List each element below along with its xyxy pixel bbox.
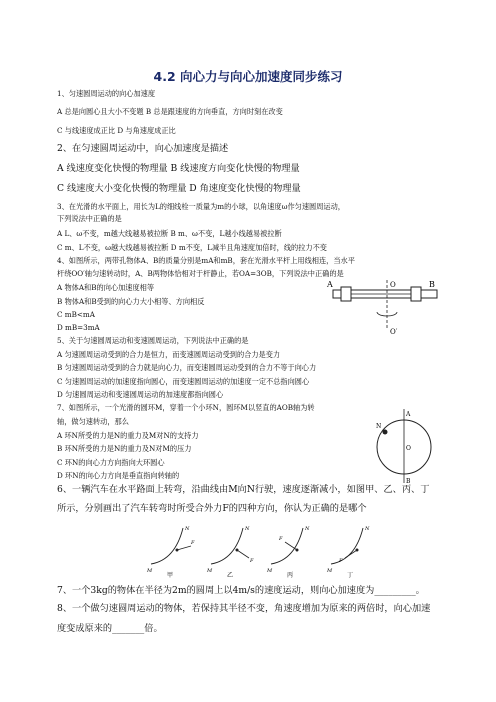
svg-text:F: F [279,536,283,542]
q4-stem-cont: 杆绕OO′轴匀速转动时，A、B两物体恰相对于杆静止，若OA=3OB，下列说法中正确的是 [57,269,344,278]
q5-option-a: A 匀速圆周运动受到的合力是恒力，而变速圆周运动受到的合力是变力 [57,350,281,359]
q3-options-cd: C m、L不变，ω越大线越易被拉断 D m不变，L减半且角速度加倍时，线的拉力不变 [57,243,327,252]
svg-text:M: M [207,568,213,574]
q7a-stem: 7、如图所示，一个光滑的圆环M，穿着一个小环N，圆环M以竖直的AOB轴为转 [57,403,315,412]
q6-stem-cont: 所示，分别画出了汽车转弯时所受合外力F的四种方向，你认为正确的是哪个 [57,503,367,514]
q2-options-ab: A 线速度变化快慢的物理量 B 线速度方向变化快慢的物理量 [57,163,300,174]
q7a-option-a: A 环N所受的力是N的重力及M对N的支持力 [57,431,199,440]
q7a-option-b: B 环N所受的力是N的重力及N对M的压力 [57,444,192,453]
svg-text:N: N [305,526,310,532]
q5-option-c: C 匀速圆周运动的加速度指向圆心，而变速圆周运动的加速度一定不总指向圆心 [57,377,310,386]
diagram-ding [326,526,370,578]
q4-option-b: B 物体A和B受到的向心力大小相等、方向相反 [57,297,205,306]
q8-stem-cont: 度变成原来的_______倍。 [57,623,163,634]
block-b [411,287,421,301]
caption-yi: 乙 [227,572,234,578]
q4-option-a: A 物体A和B的向心加速度相等 [57,283,155,292]
q2-options-cd: C 线速度大小变化快慢的物理量 D 角速度变化快慢的物理量 [57,183,301,194]
rod-axis-figure [325,278,445,338]
q5-option-d: D 匀速圆周运动和变速圆周运动的加速度都指向圆心 [57,390,224,399]
q5-stem: 5、关于匀速圆周运动和变速圆周运动，下列说法中正确的是 [57,336,249,345]
q3-options-ab: A L、ω不变，m越大线越易被拉断 B m、ω不变，L越小线越易被拉断 [57,229,282,238]
label-a: A [327,280,333,289]
caption-jia: 甲 [167,572,174,578]
svg-text:M: M [147,568,153,574]
q7b-stem: 7、一个3kg的物体在半径为2m的圆周上以4m/s的速度运动，则向心加速度为_________。 [57,585,425,596]
car-turn-figure [145,520,375,578]
q1-options-cd: C 与线速度成正比 D 与角速度成正比 [57,126,176,135]
label-axis-b: B [406,478,411,485]
q4-option-d: D mB=3mA [57,323,100,332]
q5-option-b: B 匀速圆周运动受到的合力就是向心力，而变速圆周运动受到的合力不等于向心力 [57,363,317,372]
svg-text:F: F [339,558,343,564]
small-ring-n [383,430,388,435]
label-center-o: O [406,445,411,452]
svg-text:N: N [245,526,250,532]
caption-bing: 丙 [287,572,294,578]
q1-stem: 1、匀速圆周运动的向心加速度 [57,89,156,98]
q7a-stem-cont: 轴，做匀速转动，那么 [57,417,129,426]
svg-text:M: M [327,568,333,574]
q2-stem: 2、在匀速圆周运动中，向心加速度是描述 [57,143,229,154]
svg-text:F: F [191,540,195,546]
q7a-option-d: D 环N的向心力方向是垂直指向转轴的 [57,471,180,480]
ring-figure [372,405,436,487]
q1-options-ab: A 总是向圆心且大小不变题 B 总是跟速度的方向垂直，方向时刻在改变 [57,107,283,116]
diagram-yi [206,526,254,578]
q3-stem: 3、在光滑的水平面上，用长为L的细线栓一质量为m的小球，以角速度ω作匀速圆周运动， [57,202,345,211]
q4-stem: 4、如图所示，两带孔物体A、B的质量分别是mA和mB，套在光滑水平杆上用线相连，当水平 [57,256,355,265]
diagram-jia [146,526,195,578]
svg-text:N: N [365,526,370,532]
q8-stem: 8、一个做匀速圆周运动的物体，若保持其半径不变，角速度增加为原来的两倍时，向心加速 [57,603,431,614]
q4-option-c: C mB<mA [57,310,95,319]
svg-text:F: F [250,558,254,564]
caption-ding: 丁 [347,572,354,578]
page-title: 4.2 向心力与向心加速度同步练习 [153,69,343,84]
label-b: B [429,280,435,289]
q6-stem: 6、一辆汽车在水平路面上转弯，沿曲线由M向N行驶，速度逐渐减小，如图甲、乙、丙、丁 [57,484,430,495]
q3-stem-cont: 下列说法中正确的是 [57,214,122,223]
diagram-bing [266,526,310,578]
label-axis-a: A [406,411,411,418]
svg-text:N: N [185,526,190,532]
label-o: O [390,281,396,289]
label-o-prime: O′ [390,328,398,336]
q7a-option-c: C 环N的向心力方向指向大环圆心 [57,458,165,467]
svg-text:M: M [267,568,273,574]
label-n: N [376,423,382,430]
block-a [341,287,351,301]
